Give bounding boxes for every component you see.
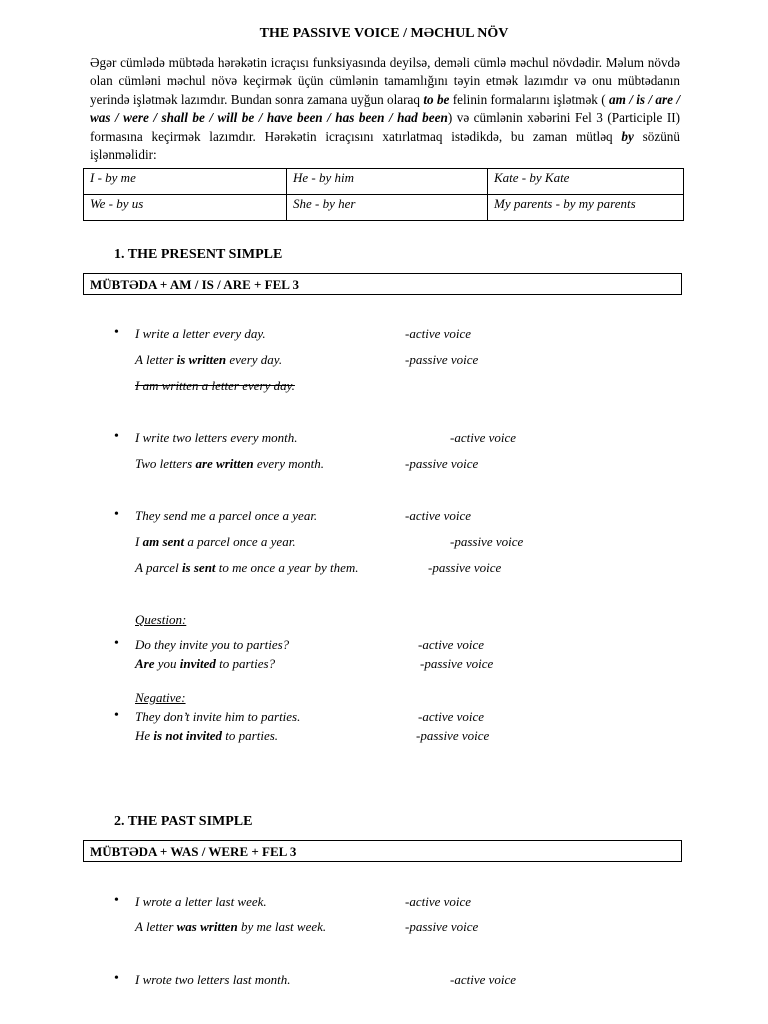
verb-highlight: are written [195, 456, 254, 471]
text-part: to parties? [215, 656, 276, 671]
text-part: to me once a year by them. [215, 560, 359, 575]
voice-tag: -active voice [405, 508, 472, 523]
voice-tag: -passive voice [416, 728, 490, 743]
voice-tag: -passive voice [450, 534, 524, 549]
table-row [84, 169, 684, 195]
page-title: THE PASSIVE VOICE / MƏCHUL NÖV [259, 26, 509, 41]
intro-text-2: felinin formalarını işlətmək ( [449, 91, 609, 107]
question-passive [135, 656, 275, 672]
text-part: A letter [135, 352, 177, 367]
pronoun-table [83, 168, 684, 221]
voice-tag: -active voice [405, 894, 472, 909]
negative-label: Negative: [135, 690, 186, 705]
text-part: I [135, 534, 143, 549]
example-passive [135, 560, 358, 576]
verb-highlight: invited [179, 656, 216, 671]
verb-highlight: am sent [142, 534, 185, 549]
text-part: Two letters [135, 456, 196, 471]
voice-tag: -passive voice [420, 656, 494, 671]
section-heading-past-simple: 2. THE PAST SIMPLE [114, 814, 253, 829]
intro-text-4: sözünü işlənməlidir: [90, 128, 680, 163]
table-row [84, 195, 684, 221]
voice-tag: -passive voice [405, 352, 479, 367]
example-passive [135, 352, 282, 368]
table-cell: My parents - by my parents [488, 195, 684, 221]
voice-tag: -active voice [450, 430, 517, 445]
intro-paragraph [90, 54, 680, 164]
voice-tag: -active voice [450, 972, 517, 987]
intro-forms: am / is / are / was / were / shall be / will be / have been / has been / had been [90, 91, 680, 126]
example-active: I write a letter every day. [135, 326, 266, 341]
voice-tag: -passive voice [405, 919, 479, 934]
verb-highlight: is written [176, 352, 227, 367]
bullet: • [114, 636, 119, 651]
text-part: you [154, 656, 180, 671]
intro-text-1: Əgər cümlədə mübtəda hərəkətin icraçısı funksiyasında deyilsə, deməli cümlə məchul növdədir. Məlum növdə olan cümləni məchul növə keçirmək üçün cümlənin tamamlığını təyin etmək lazımdır və onu mübtədanın yerində işlətmək lazımdır. Bundan sonra zamana uyğun olaraq [90, 55, 680, 107]
table-cell: We - by us [84, 195, 287, 221]
section-heading-present-simple: 1. THE PRESENT SIMPLE [114, 247, 283, 262]
voice-tag: -passive voice [405, 456, 479, 471]
text-part: every month. [253, 456, 324, 471]
text-part: He [135, 728, 154, 743]
bullet: • [114, 429, 119, 444]
example-passive [135, 919, 326, 935]
formula-box-present-simple: MÜBTƏDA + AM / IS / ARE + FEL 3 [83, 273, 682, 295]
voice-tag: -passive voice [428, 560, 502, 575]
verb-highlight: was written [176, 919, 238, 934]
example-active: They send me a parcel once a year. [135, 508, 318, 523]
verb-highlight: is sent [181, 560, 216, 575]
example-active: I wrote two letters last month. [135, 972, 291, 987]
example-passive [135, 456, 324, 472]
text-part: A letter [135, 919, 177, 934]
table-cell: I - by me [84, 169, 287, 195]
bullet: • [114, 971, 119, 986]
formula-box-past-simple: MÜBTƏDA + WAS / WERE + FEL 3 [83, 840, 682, 862]
table-cell: Kate - by Kate [488, 169, 684, 195]
text-part: A parcel [135, 560, 182, 575]
question-active: Do they invite you to parties? [135, 637, 290, 652]
example-active: I wrote a letter last week. [135, 894, 267, 909]
negative-active: They don’t invite him to parties. [135, 709, 301, 724]
intro-to-be: to be [423, 91, 450, 107]
text-part: a parcel once a year. [184, 534, 296, 549]
voice-tag: -active voice [418, 709, 485, 724]
table-cell: She - by her [287, 195, 488, 221]
text-part: every day. [226, 352, 283, 367]
text-part: to parties. [222, 728, 279, 743]
verb-highlight: Are [135, 656, 155, 671]
example-wrong: I am written a letter every day. [135, 378, 295, 393]
voice-tag: -active voice [405, 326, 472, 341]
negative-passive [135, 728, 278, 744]
verb-highlight: is not invited [153, 728, 223, 743]
table-cell: He - by him [287, 169, 488, 195]
bullet: • [114, 325, 119, 340]
voice-tag: -active voice [418, 637, 485, 652]
bullet: • [114, 507, 119, 522]
text-part: by me last week. [237, 919, 327, 934]
example-passive [135, 534, 296, 550]
question-label: Question: [135, 612, 187, 627]
example-active: I write two letters every month. [135, 430, 298, 445]
bullet: • [114, 708, 119, 723]
bullet: • [114, 893, 119, 908]
intro-by: by [621, 128, 634, 144]
intro-text-3: ) və cümlənin xəbərini Fel 3 (Participle II) formasına keçirmək lazımdır. Hərəkətin icraçısını xatırlatmaq istədikdə, bu zaman mütləq [90, 110, 680, 144]
